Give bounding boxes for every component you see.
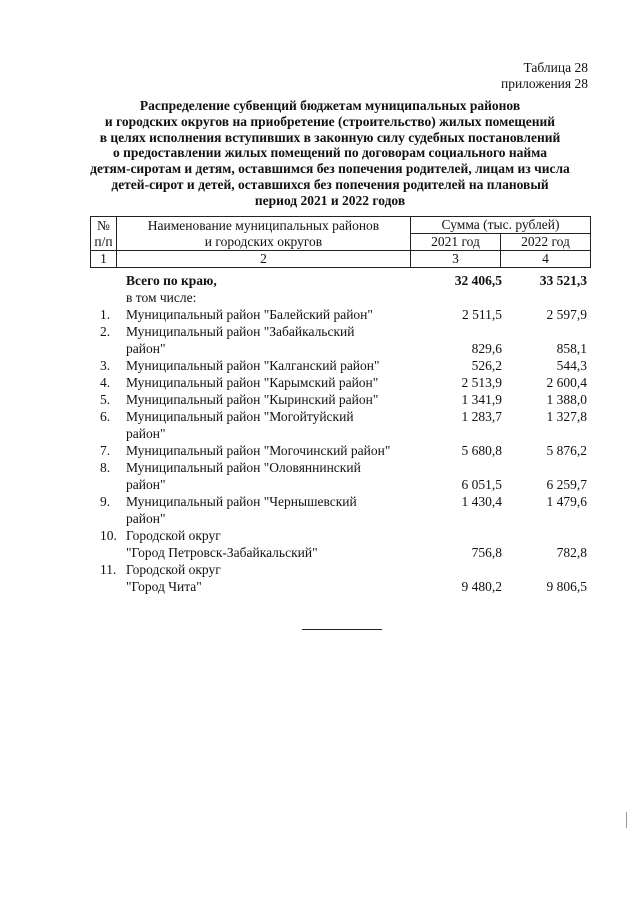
- caption-table-number: Таблица 28: [523, 60, 588, 75]
- row-number: 3.: [100, 358, 111, 373]
- row-value-2022: 6 259,7: [546, 477, 587, 492]
- row-value-2021: 9 480,2: [461, 579, 502, 594]
- row-value-2021: 5 680,8: [461, 443, 502, 458]
- caption-appendix-number: приложения 28: [500, 76, 588, 91]
- row-number: 5.: [100, 392, 111, 407]
- column-number-2: 2: [117, 251, 411, 268]
- table-row: [90, 391, 590, 408]
- title-line: и городских округов на приобретение (строительство) жилых помещений: [104, 113, 556, 129]
- scan-edge-mark: [626, 812, 627, 828]
- row-value-2022: 1 479,6: [546, 494, 587, 509]
- row-name: Муниципальный район "Чернышевский: [126, 494, 357, 509]
- header-name-line2: и городских округов: [204, 233, 323, 249]
- end-of-table-rule: [302, 629, 382, 630]
- row-value-2022: 5 876,2: [546, 443, 587, 458]
- column-number-3: 3: [411, 251, 501, 268]
- row-number: 4.: [100, 375, 111, 390]
- row-name: Муниципальный район "Оловяннинский: [126, 460, 361, 475]
- row-value-2022: 1 388,0: [546, 392, 587, 407]
- row-value-2022: 1 327,8: [546, 409, 587, 424]
- row-name: Муниципальный район "Карымский район": [126, 375, 379, 390]
- row-value-2022: 544,3: [556, 358, 587, 373]
- row-name-continued: район": [126, 426, 166, 441]
- table-row: [90, 323, 590, 357]
- row-value-2021: 2 513,9: [461, 375, 502, 390]
- header-year-2022: 2022 год: [501, 234, 591, 251]
- total-label: Всего по краю,: [126, 273, 217, 288]
- row-name: Муниципальный район "Кыринский район": [126, 392, 379, 407]
- row-number: 6.: [100, 409, 111, 424]
- row-value-2022: 9 806,5: [546, 579, 587, 594]
- header-number-line1: №: [97, 217, 110, 233]
- row-value-2021: 829,6: [471, 341, 502, 356]
- table-caption: [501, 60, 588, 92]
- header-number-line2: п/п: [94, 233, 113, 249]
- title-line: детям-сиротам и детям, оставшимся без попечения родителей, лицам из числа: [90, 161, 570, 177]
- row-value-2021: 756,8: [471, 545, 502, 560]
- row-name: Муниципальный район "Могойтуйский: [126, 409, 354, 424]
- table-row: [90, 527, 590, 561]
- row-name: Муниципальный район "Могочинский район": [126, 443, 391, 458]
- subtotal-caption-row: [90, 289, 590, 306]
- table-row: [90, 442, 590, 459]
- row-name-continued: район": [126, 477, 166, 492]
- row-number: 11.: [100, 562, 117, 577]
- row-name-continued: "Город Петровск-Забайкальский": [126, 545, 318, 560]
- row-value-2021: 1 341,9: [461, 392, 502, 407]
- row-name-continued: район": [126, 511, 166, 526]
- row-value-2021: 526,2: [471, 358, 502, 373]
- header-sum-cell: Сумма (тыс. рублей): [411, 217, 591, 234]
- row-name: Муниципальный район "Балейский район": [126, 307, 373, 322]
- title-line: детей-сирот и детей, оставшихся без попечения родителей на плановый: [111, 176, 549, 192]
- row-value-2022: 782,8: [556, 545, 587, 560]
- row-name: Городской округ: [126, 562, 221, 577]
- row-name: Городской округ: [126, 528, 221, 543]
- title-line: в целях исполнения вступивших в законную силу судебных постановлений: [99, 129, 561, 145]
- row-number: 9.: [100, 494, 111, 509]
- including-label: в том числе:: [126, 290, 197, 305]
- title-line: период 2021 и 2022 годов: [254, 192, 406, 208]
- row-number: 1.: [100, 307, 111, 322]
- table-header: [90, 216, 591, 268]
- row-value-2022: 2 600,4: [546, 375, 587, 390]
- row-number: 8.: [100, 460, 111, 475]
- table-row: [90, 357, 590, 374]
- row-name: Муниципальный район "Забайкальский: [126, 324, 355, 339]
- table-row: [90, 459, 590, 493]
- title-line: Распределение субвенций бюджетам муниципальных районов: [139, 98, 521, 113]
- column-number-4: 4: [501, 251, 591, 268]
- total-value-2021: 32 406,5: [454, 273, 502, 288]
- table-row: [90, 374, 590, 391]
- row-name: Муниципальный район "Калганский район": [126, 358, 380, 373]
- row-value-2021: 6 051,5: [461, 477, 502, 492]
- table-body: [90, 272, 590, 595]
- table-row: [90, 306, 590, 323]
- row-number: 2.: [100, 324, 111, 339]
- header-number-cell: [91, 217, 117, 251]
- row-name-continued: "Город Чита": [126, 579, 202, 594]
- row-value-2021: 1 283,7: [461, 409, 502, 424]
- table-row: [90, 408, 590, 442]
- row-value-2021: 2 511,5: [462, 307, 502, 322]
- row-value-2022: 2 597,9: [546, 307, 587, 322]
- row-number: 10.: [100, 528, 117, 543]
- row-name-continued: район": [126, 341, 166, 356]
- total-value-2022: 33 521,3: [539, 273, 587, 288]
- total-row: [90, 272, 590, 289]
- table-row: [90, 493, 590, 527]
- column-number-1: 1: [91, 251, 117, 268]
- header-year-2021: 2021 год: [411, 234, 501, 251]
- row-value-2022: 858,1: [556, 341, 587, 356]
- row-number: 7.: [100, 443, 111, 458]
- table-row: [90, 561, 590, 595]
- document-title: [80, 98, 580, 209]
- header-name-line1: Наименование муниципальных районов: [147, 217, 380, 233]
- row-value-2021: 1 430,4: [461, 494, 502, 509]
- title-line: о предоставлении жилых помещений по договорам социального найма: [112, 145, 548, 161]
- header-name-cell: [117, 217, 411, 251]
